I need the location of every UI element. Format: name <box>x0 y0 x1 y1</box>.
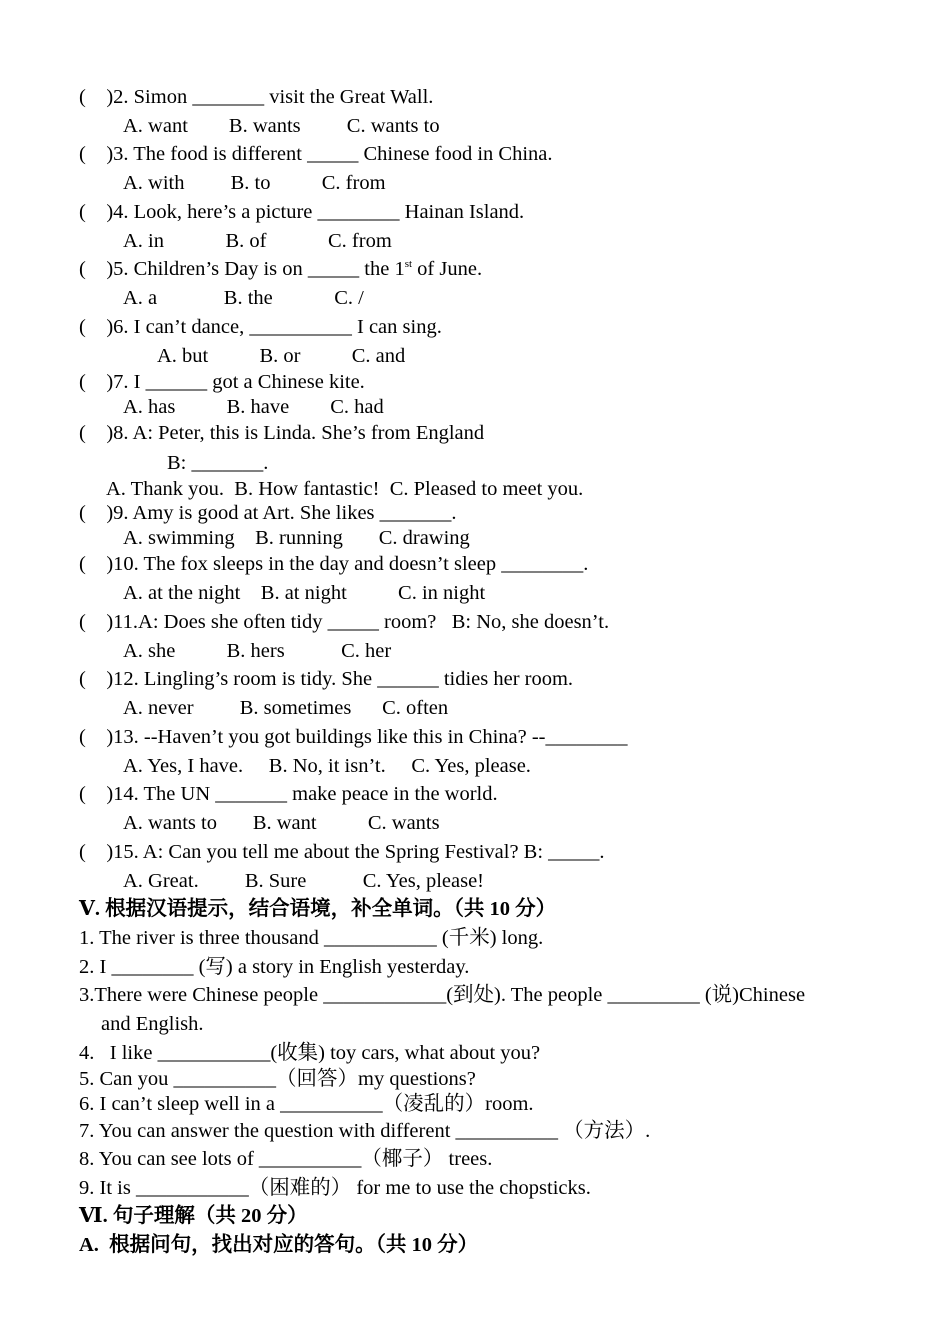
question-7-stem: ( )7. I ______ got a Chinese kite. <box>79 371 365 393</box>
section-6-sub-heading: A. 根据问句，找出对应的答句。（共 10 分） <box>79 1234 479 1256</box>
section-5-item-7: 7. You can answer the question with different __________ （方法）. <box>79 1120 651 1142</box>
question-6-stem: ( )6. I can’t dance, __________ I can sing. <box>79 316 442 338</box>
question-8-dialogue: B: _______. <box>167 452 269 474</box>
question-3-options: A. with B. to C. from <box>123 172 386 194</box>
question-15-stem: ( )15. A: Can you tell me about the Spring Festival? B: _____. <box>79 841 605 863</box>
question-13-stem: ( )13. --Haven’t you got buildings like this in China? --________ <box>79 726 628 748</box>
question-15-options: A. Great. B. Sure C. Yes, please! <box>123 870 484 892</box>
question-12-options: A. never B. sometimes C. often <box>123 697 449 719</box>
question-11-stem: ( )11.A: Does she often tidy _____ room? B: No, she doesn’t. <box>79 611 610 633</box>
section-5-item-8: 8. You can see lots of __________（椰子） trees. <box>79 1148 493 1170</box>
question-4-options: A. in B. of C. from <box>123 230 392 252</box>
question-5-stem-text: ( )5. Children’s Day is on _____ the 1 <box>79 258 405 280</box>
section-5-item-3-continued: and English. <box>101 1013 204 1035</box>
section-6-heading: Ⅵ. 句子理解（共 20 分） <box>79 1205 308 1227</box>
question-9-stem: ( )9. Amy is good at Art. She likes _______. <box>79 502 457 524</box>
question-5-stem <box>79 257 482 281</box>
section-5-heading: Ⅴ. 根据汉语提示，结合语境，补全单词。（共 10 分） <box>79 898 557 920</box>
question-14-options: A. wants to B. want C. wants <box>123 812 440 834</box>
question-13-options: A. Yes, I have. B. No, it isn’t. C. Yes, please. <box>123 755 531 777</box>
question-8-stem: ( )8. A: Peter, this is Linda. She’s from England <box>79 422 485 444</box>
ordinal-superscript: st <box>404 258 413 270</box>
question-3-stem: ( )3. The food is different _____ Chinese food in China. <box>79 143 553 165</box>
question-12-stem: ( )12. Lingling’s room is tidy. She ______ tidies her room. <box>79 668 574 690</box>
question-10-options: A. at the night B. at night C. in night <box>123 582 486 604</box>
question-7-options: A. has B. have C. had <box>123 396 384 418</box>
question-5-options: A. a B. the C. / <box>123 287 364 309</box>
section-5-item-1: 1. The river is three thousand ___________ (千米) long. <box>79 927 544 949</box>
section-5-item-4: 4. I like ___________(收集) toy cars, what about you? <box>79 1042 541 1064</box>
section-5-item-3: 3.There were Chinese people ____________(到处). The people _________ (说)Chinese <box>79 984 806 1006</box>
question-4-stem: ( )4. Look, here’s a picture ________ Hainan Island. <box>79 201 525 223</box>
question-11-options: A. she B. hers C. her <box>123 640 392 662</box>
question-2-options: A. want B. wants C. wants to <box>123 115 440 137</box>
question-8-options: A. Thank you. B. How fantastic! C. Pleased to meet you. <box>106 478 584 500</box>
question-14-stem: ( )14. The UN _______ make peace in the world. <box>79 783 498 805</box>
section-5-item-6: 6. I can’t sleep well in a __________（凌乱的）room. <box>79 1093 534 1115</box>
question-9-options: A. swimming B. running C. drawing <box>123 527 470 549</box>
question-6-options: A. but B. or C. and <box>157 345 406 367</box>
question-2-stem: ( )2. Simon _______ visit the Great Wall. <box>79 86 434 108</box>
section-5-item-2: 2. I ________ (写) a story in English yesterday. <box>79 956 470 978</box>
section-5-item-5: 5. Can you __________（回答）my questions? <box>79 1068 476 1090</box>
section-5-item-9: 9. It is ___________（困难的） for me to use the chopsticks. <box>79 1177 591 1199</box>
question-10-stem: ( )10. The fox sleeps in the day and doesn’t sleep ________. <box>79 553 589 575</box>
question-5-stem-text-end: of June. <box>412 258 483 280</box>
